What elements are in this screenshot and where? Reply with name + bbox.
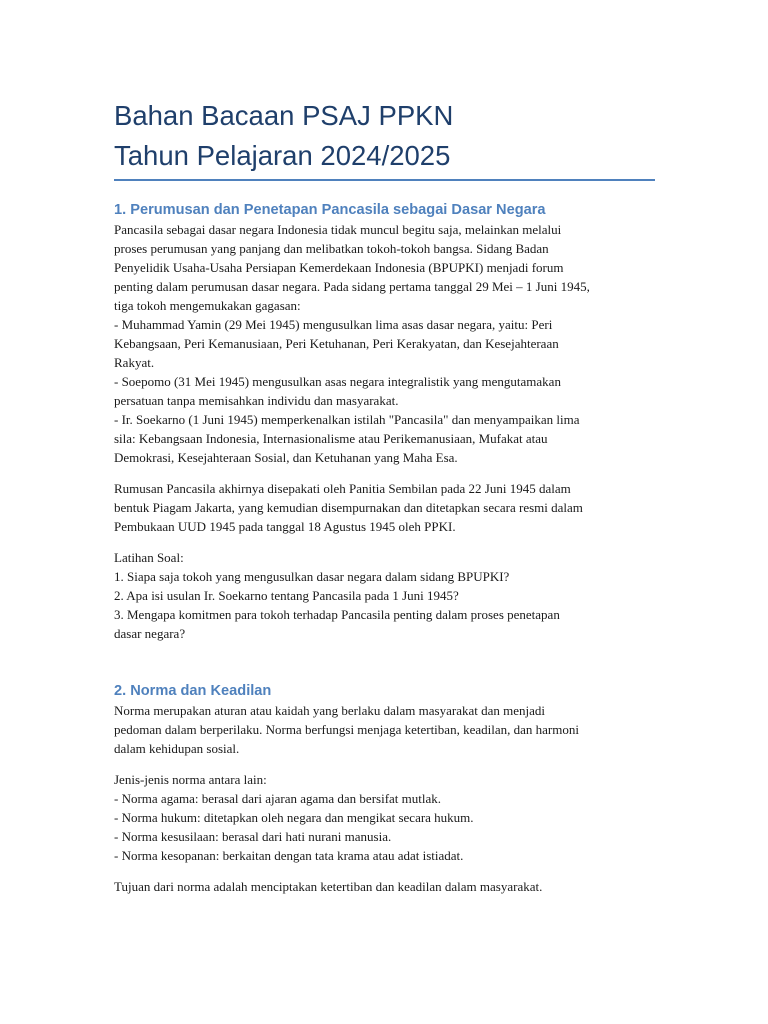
section-2-paragraph-3 xyxy=(114,877,659,896)
text-line: tiga tokoh mengemukakan gagasan: xyxy=(114,298,301,313)
text-line: Pancasila sebagai dasar negara Indonesia tidak muncul begitu saja, melainkan melalui xyxy=(114,222,562,237)
section-2-heading: 2. Norma dan Keadilan xyxy=(114,683,272,699)
title-line-1: Bahan Bacaan PSAJ PPKN xyxy=(114,100,454,131)
text-line: Kebangsaan, Peri Kemanusiaan, Peri Ketuhanan, Peri Kerakyatan, dan Kesejahteraan xyxy=(114,336,559,351)
section-1-heading: 1. Perumusan dan Penetapan Pancasila sebagai Dasar Negara xyxy=(114,202,546,218)
text-line: dalam kehidupan sosial. xyxy=(114,741,240,756)
document-title xyxy=(114,0,659,176)
text-line: - Norma hukum: ditetapkan oleh negara dan mengikat secara hukum. xyxy=(114,810,474,825)
text-line: bentuk Piagam Jakarta, yang kemudian disempurnakan dan ditetapkan secara resmi dalam xyxy=(114,500,583,515)
text-line: Penyelidik Usaha-Usaha Persiapan Kemerdekaan Indonesia (BPUPKI) menjadi forum xyxy=(114,260,564,275)
text-line: Tujuan dari norma adalah menciptakan ketertiban dan keadilan dalam masyarakat. xyxy=(114,879,543,894)
text-line: Rumusan Pancasila akhirnya disepakati oleh Panitia Sembilan pada 22 Juni 1945 dalam xyxy=(114,481,571,496)
text-line: - Norma agama: berasal dari ajaran agama dan bersifat mutlak. xyxy=(114,791,442,806)
section-2-norm-list xyxy=(114,770,659,865)
text-line: dasar negara? xyxy=(114,626,186,641)
text-line: - Norma kesopanan: berkaitan dengan tata krama atau adat istiadat. xyxy=(114,848,464,863)
section-2-paragraph-1 xyxy=(114,701,659,758)
text-line: - Ir. Soekarno (1 Juni 1945) memperkenalkan istilah "Pancasila" dan menyampaikan lima xyxy=(114,412,580,427)
text-line: pedoman dalam berperilaku. Norma berfungsi menjaga ketertiban, keadilan, dan harmoni xyxy=(114,722,579,737)
text-line: Pembukaan UUD 1945 pada tanggal 18 Agustus 1945 oleh PPKI. xyxy=(114,519,456,534)
text-line: Latihan Soal: xyxy=(114,550,184,565)
text-line: - Soepomo (31 Mei 1945) mengusulkan asas negara integralistik yang mengutamakan xyxy=(114,374,561,389)
text-line: 3. Mengapa komitmen para tokoh terhadap Pancasila penting dalam proses penetapan xyxy=(114,607,560,622)
document-page xyxy=(114,0,659,896)
text-line: Norma merupakan aturan atau kaidah yang berlaku dalam masyarakat dan menjadi xyxy=(114,703,545,718)
text-line: proses perumusan yang panjang dan melibatkan tokoh-tokoh bangsa. Sidang Badan xyxy=(114,241,549,256)
text-line: 2. Apa isi usulan Ir. Soekarno tentang Pancasila pada 1 Juni 1945? xyxy=(114,588,459,603)
text-line: sila: Kebangsaan Indonesia, Internasionalisme atau Perikemanusiaan, Mufakat atau xyxy=(114,431,548,446)
title-line-2: Tahun Pelajaran 2024/2025 xyxy=(114,140,451,171)
section-1-paragraph-2 xyxy=(114,479,659,536)
text-line: penting dalam perumusan dasar negara. Pada sidang pertama tanggal 29 Mei – 1 Juni 1945, xyxy=(114,279,590,294)
text-line: persatuan tanpa memisahkan individu dan masyarakat. xyxy=(114,393,399,408)
text-line: 1. Siapa saja tokoh yang mengusulkan dasar negara dalam sidang BPUPKI? xyxy=(114,569,510,584)
text-line: Demokrasi, Kesejahteraan Sosial, dan Ketuhanan yang Maha Esa. xyxy=(114,450,458,465)
text-line: Jenis-jenis norma antara lain: xyxy=(114,772,267,787)
text-line: - Muhammad Yamin (29 Mei 1945) mengusulkan lima asas dasar negara, yaitu: Peri xyxy=(114,317,553,332)
text-line: Rakyat. xyxy=(114,355,155,370)
section-1-exercise xyxy=(114,548,659,643)
title-divider xyxy=(114,179,655,181)
text-line: - Norma kesusilaan: berasal dari hati nurani manusia. xyxy=(114,829,392,844)
section-1-paragraph-1 xyxy=(114,220,659,467)
